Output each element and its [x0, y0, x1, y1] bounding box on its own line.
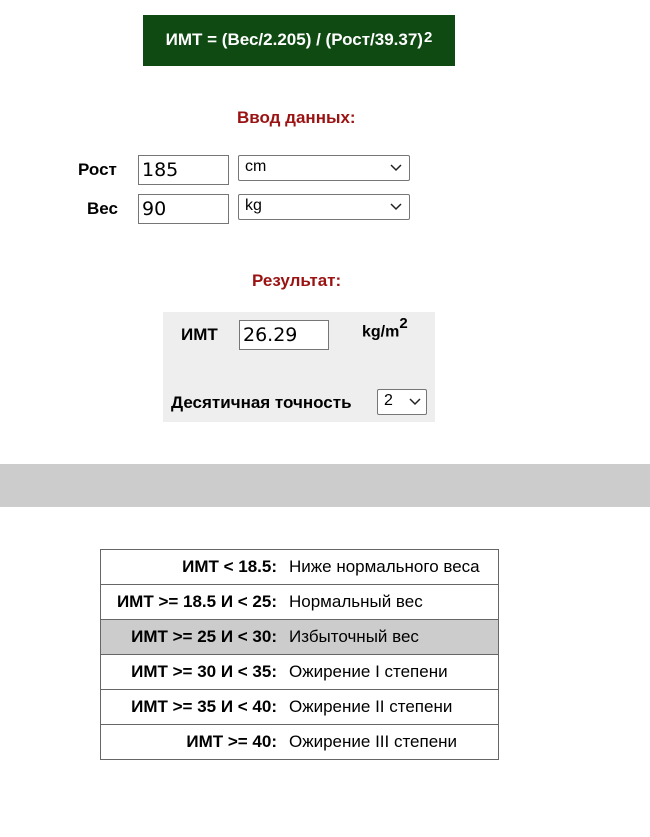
bmi-category-table: [100, 549, 499, 760]
category-range: ИМТ >= 30 И < 35:: [101, 655, 290, 690]
precision-value: 2: [384, 392, 393, 409]
bmi-formula-text: ИМТ = (Вес/2.205) / (Рост/39.37): [165, 29, 423, 49]
category-label: Ожирение II степени: [289, 690, 499, 725]
chevron-down-icon: [408, 394, 422, 408]
table-row-highlighted: [101, 620, 499, 655]
table-row: [101, 655, 499, 690]
result-section-title: Результат:: [252, 271, 342, 290]
category-range: ИМТ >= 35 И < 40:: [101, 690, 290, 725]
height-input[interactable]: 185: [138, 155, 229, 185]
table-row: [101, 690, 499, 725]
table-row: [101, 725, 499, 760]
weight-input[interactable]: 90: [138, 194, 229, 224]
bmi-unit: [362, 317, 408, 341]
input-section-title: Ввод данных:: [237, 108, 356, 127]
height-unit-value: cm: [245, 158, 267, 175]
bmi-unit-exponent: 2: [399, 315, 408, 332]
table-row: [101, 550, 499, 585]
chevron-down-icon: [389, 160, 403, 174]
category-range: ИМТ >= 40:: [101, 725, 290, 760]
category-label: Ожирение I степени: [289, 655, 499, 690]
height-unit-select[interactable]: [238, 155, 410, 181]
category-label: Нормальный вес: [289, 585, 499, 620]
precision-label: Десятичная точность: [171, 393, 352, 412]
height-label: Рост: [78, 160, 117, 179]
table-row: [101, 585, 499, 620]
bmi-result-label: ИМТ: [181, 325, 218, 344]
precision-select[interactable]: [377, 389, 427, 415]
bmi-formula-exponent: 2: [423, 29, 433, 46]
weight-label: Вес: [87, 199, 118, 218]
category-range: ИМТ < 18.5:: [101, 550, 290, 585]
category-label: Ниже нормального веса: [289, 550, 499, 585]
weight-unit-select[interactable]: [238, 194, 410, 220]
bmi-formula-banner: [143, 15, 455, 66]
bmi-result-field[interactable]: 26.29: [239, 320, 329, 350]
chevron-down-icon: [389, 199, 403, 213]
category-label: Избыточный вес: [289, 620, 499, 655]
category-range: ИМТ >= 18.5 И < 25:: [101, 585, 290, 620]
category-label: Ожирение III степени: [289, 725, 499, 760]
category-range: ИМТ >= 25 И < 30:: [101, 620, 290, 655]
bmi-unit-base: kg/m: [362, 323, 400, 341]
divider-bar: [0, 464, 650, 507]
weight-unit-value: kg: [245, 197, 262, 214]
